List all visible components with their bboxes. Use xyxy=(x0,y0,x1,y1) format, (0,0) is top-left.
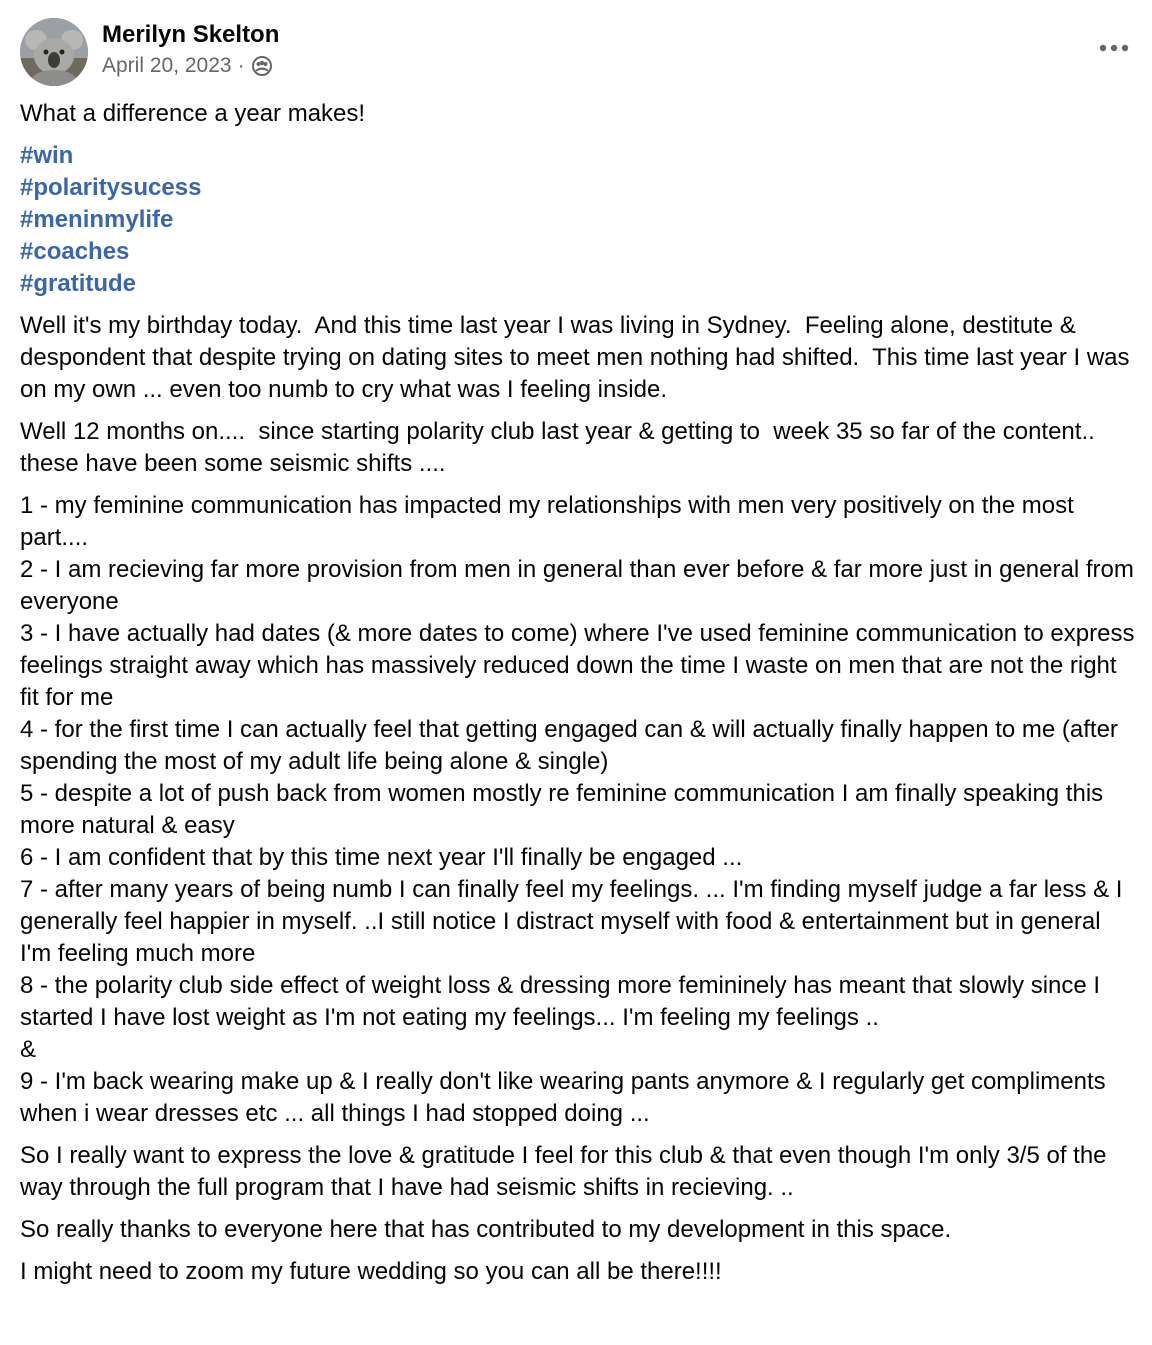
hashtag-link[interactable]: #polaritysucess xyxy=(20,174,202,201)
list-item: 9 - I'm back wearing make up & I really don't like wearing pants anymore & I regularly get compliments when i wear dresses etc ... all things I had stopped doing ... xyxy=(20,1068,1106,1127)
list-item: 4 - for the first time I can actually feel that getting engaged can & will actually finally happen to me (after spending the most of my adult life being alone & single) xyxy=(20,716,1118,775)
avatar[interactable] xyxy=(20,18,88,86)
list-item: 2 - I am recieving far more provision from men in general than ever before & far more just in general from everyone xyxy=(20,556,1134,615)
post-paragraph: Well it's my birthday today. And this time last year I was living in Sydney. Feeling alone, destitute & despondent that despite trying on dating sites to meet men nothing had shifted. This time last year I was on my own ... even too numb to cry what was I feeling inside. xyxy=(20,312,1137,403)
more-options-icon[interactable] xyxy=(1094,32,1134,64)
separator-dot: · xyxy=(237,54,245,77)
shifts-list xyxy=(20,490,1135,1130)
post-intro: What a difference a year makes! xyxy=(20,100,366,127)
list-item: & xyxy=(20,1036,37,1063)
post-subline xyxy=(102,52,279,80)
hashtag-link[interactable]: #meninmylife xyxy=(20,206,174,233)
post-body xyxy=(20,98,1135,1298)
hashtag-link[interactable]: #win xyxy=(20,142,74,169)
post-closing: So really thanks to everyone here that has contributed to my development in this space. xyxy=(20,1216,952,1243)
list-item: 3 - I have actually had dates (& more dates to come) where I've used feminine communication to express feelings straight away which has massively reduced down the time I waste on men that are not the right fit for me xyxy=(20,620,1135,711)
author-name[interactable]: Merilyn Skelton xyxy=(102,21,280,48)
hashtag-link[interactable]: #gratitude xyxy=(20,270,137,297)
list-item: 5 - despite a lot of push back from women mostly re feminine communication I am finally speaking this more natural & easy xyxy=(20,780,1104,839)
group-icon[interactable] xyxy=(251,55,273,77)
list-item: 8 - the polarity club side effect of weight loss & dressing more femininely has meant that slowly since I started I have lost weight as I'm not eating my feelings... I'm feeling my feelings .. xyxy=(20,972,1101,1031)
list-item: 1 - my feminine communication has impacted my relationships with men very positively on the most part.... xyxy=(20,492,1074,551)
hashtag-list xyxy=(20,140,1135,300)
post-paragraph: Well 12 months on.... since starting polarity club last year & getting to week 35 so far of the content.. these have been some seismic shifts .... xyxy=(20,418,1102,477)
list-item: 7 - after many years of being numb I can finally feel my feelings. ... I'm finding myself judge a far less & I generally feel happier in myself. ..I still notice I distract myself with food & entertainment but in general I'm feeling much more xyxy=(20,876,1123,967)
post-header xyxy=(20,18,279,86)
post-date[interactable]: April 20, 2023 xyxy=(102,54,232,77)
hashtag-link[interactable]: #coaches xyxy=(20,238,130,265)
list-item: 6 - I am confident that by this time next year I'll finally be engaged ... xyxy=(20,844,743,871)
koala-avatar-icon xyxy=(20,18,88,86)
post-closing: I might need to zoom my future wedding so you can all be there!!!! xyxy=(20,1258,722,1285)
post-closing: So I really want to express the love & gratitude I feel for this club & that even though I'm only 3/5 of the way through the full program that I have had seismic shifts in recieving. .. xyxy=(20,1142,1114,1201)
post-meta xyxy=(102,18,279,80)
